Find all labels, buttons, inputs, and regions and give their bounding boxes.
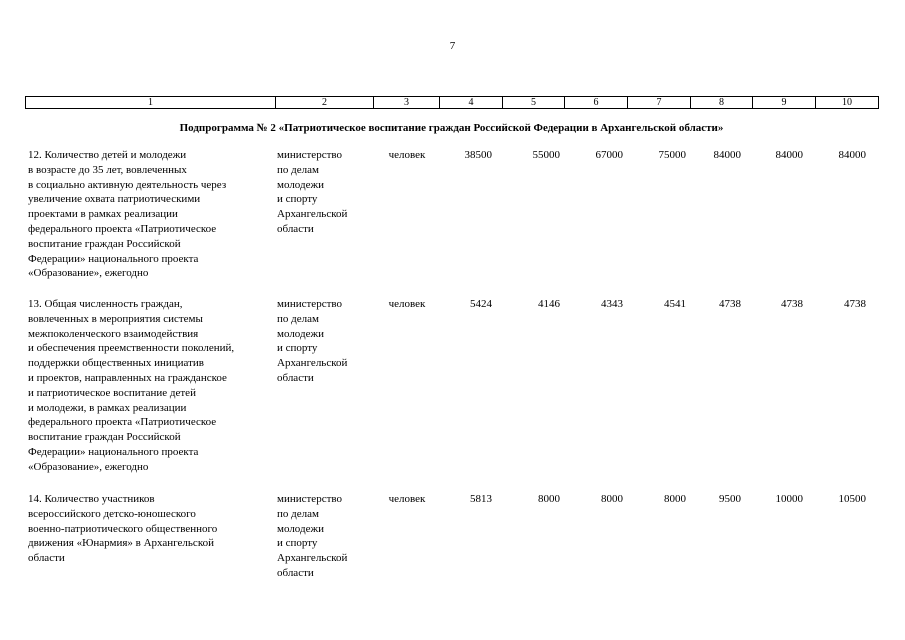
indicator-value: 4541 <box>664 298 686 310</box>
indicator-value: 8000 <box>601 493 623 505</box>
responsible-executor <box>277 148 372 237</box>
indicator-value: 5813 <box>470 493 492 505</box>
indicator-name-line: «Образование», ежегодно <box>28 267 149 280</box>
indicator-value: 84000 <box>838 149 866 161</box>
indicator-name-line: 14. Количество участников <box>28 493 155 505</box>
responsible-line: министерство <box>277 298 343 310</box>
indicator-name-line: воспитание граждан Российской <box>28 431 181 444</box>
indicator-value: 4738 <box>719 298 741 310</box>
indicator-name-line: 13. Общая численность граждан, <box>28 298 183 310</box>
header-cell: 4 <box>440 97 503 109</box>
header-cell: 3 <box>374 97 440 109</box>
responsible-line: министерство <box>277 149 343 161</box>
indicator-value: 8000 <box>664 493 686 505</box>
indicator-name <box>28 492 278 566</box>
responsible-line: по делам <box>277 312 319 325</box>
header-cell: 8 <box>691 97 753 109</box>
indicator-value: 10500 <box>838 493 866 505</box>
indicator-value: 4738 <box>844 298 866 310</box>
unit-of-measure: человек <box>388 149 426 161</box>
indicator-name <box>28 297 278 475</box>
responsible-line: по делам <box>277 507 319 520</box>
indicator-name-line: проектами в рамках реализации <box>28 208 178 221</box>
indicator-name-line: Федерации» национального проекта <box>28 445 199 458</box>
indicator-name-line: всероссийского детско-юношеского <box>28 507 196 520</box>
unit-of-measure: человек <box>388 298 426 310</box>
indicator-name-line: межпоколенческого взаимодействия <box>28 327 199 340</box>
indicator-name-line: федерального проекта «Патриотическое <box>28 416 217 429</box>
responsible-line: и спорту <box>277 342 318 355</box>
indicator-name-line: и проектов, направленных на гражданское <box>28 371 227 384</box>
indicator-name <box>28 148 278 281</box>
responsible-executor <box>277 492 372 581</box>
header-row <box>26 97 879 109</box>
indicator-name-line: Федерации» национального проекта <box>28 252 199 265</box>
indicator-name-line: и молодежи, в рамках реализации <box>28 401 187 414</box>
indicator-name-line: в возрасте до 35 лет, вовлеченных <box>28 163 187 176</box>
header-cell: 2 <box>276 97 374 109</box>
indicator-name-line: 12. Количество детей и молодежи <box>28 149 187 161</box>
responsible-line: молодежи <box>277 327 324 340</box>
column-number-header <box>25 96 879 109</box>
header-cell: 7 <box>628 97 691 109</box>
indicator-name-line: федерального проекта «Патриотическое <box>28 222 217 235</box>
unit-of-measure: человек <box>388 493 426 505</box>
responsible-line: молодежи <box>277 178 324 191</box>
indicator-name-line: и патриотическое воспитание детей <box>28 386 196 399</box>
indicator-value: 5424 <box>470 298 492 310</box>
header-cell: 6 <box>565 97 628 109</box>
indicator-name-line: увеличение охвата патриотическими <box>28 193 201 206</box>
responsible-line: Архангельской <box>277 208 348 221</box>
indicator-name-line: и обеспечения преемственности поколений, <box>28 342 235 355</box>
subprogram-title: Подпрограмма № 2 «Патриотическое воспитание граждан Российской Федерации в Архангельской области» <box>179 122 724 134</box>
responsible-line: области <box>277 371 314 384</box>
indicator-value: 84000 <box>775 149 803 161</box>
responsible-line: области <box>277 566 314 579</box>
indicator-value: 75000 <box>658 149 686 161</box>
indicator-value: 55000 <box>532 149 560 161</box>
indicator-value: 38500 <box>464 149 492 161</box>
indicator-name-line: поддержки общественных инициатив <box>28 357 204 370</box>
responsible-executor <box>277 297 372 386</box>
indicator-name-line: воспитание граждан Российской <box>28 237 181 250</box>
header-cell: 10 <box>816 97 879 109</box>
page-number: 7 <box>449 40 456 52</box>
header-cell: 5 <box>503 97 565 109</box>
responsible-line: молодежи <box>277 522 324 535</box>
header-cell: 1 <box>26 97 276 109</box>
responsible-line: по делам <box>277 163 319 176</box>
indicator-value: 67000 <box>595 149 623 161</box>
indicator-name-line: вовлеченных в мероприятия системы <box>28 312 203 325</box>
indicator-value: 4146 <box>538 298 560 310</box>
indicator-name-line: «Образование», ежегодно <box>28 460 149 473</box>
header-cell: 9 <box>753 97 816 109</box>
indicator-value: 8000 <box>538 493 560 505</box>
indicator-value: 4738 <box>781 298 803 310</box>
indicator-name-line: движения «Юнармия» в Архангельской <box>28 537 214 550</box>
indicator-name-line: военно-патриотического общественного <box>28 522 218 535</box>
indicator-value: 84000 <box>713 149 741 161</box>
indicator-value: 9500 <box>719 493 741 505</box>
indicator-name-line: в социально активную деятельность через <box>28 178 227 191</box>
responsible-line: и спорту <box>277 537 318 550</box>
responsible-line: Архангельской <box>277 357 348 370</box>
indicator-value: 10000 <box>775 493 803 505</box>
responsible-line: министерство <box>277 493 343 505</box>
responsible-line: и спорту <box>277 193 318 206</box>
responsible-line: области <box>277 222 314 235</box>
responsible-line: Архангельской <box>277 552 348 565</box>
indicator-value: 4343 <box>601 298 623 310</box>
indicator-name-line: области <box>28 552 65 565</box>
